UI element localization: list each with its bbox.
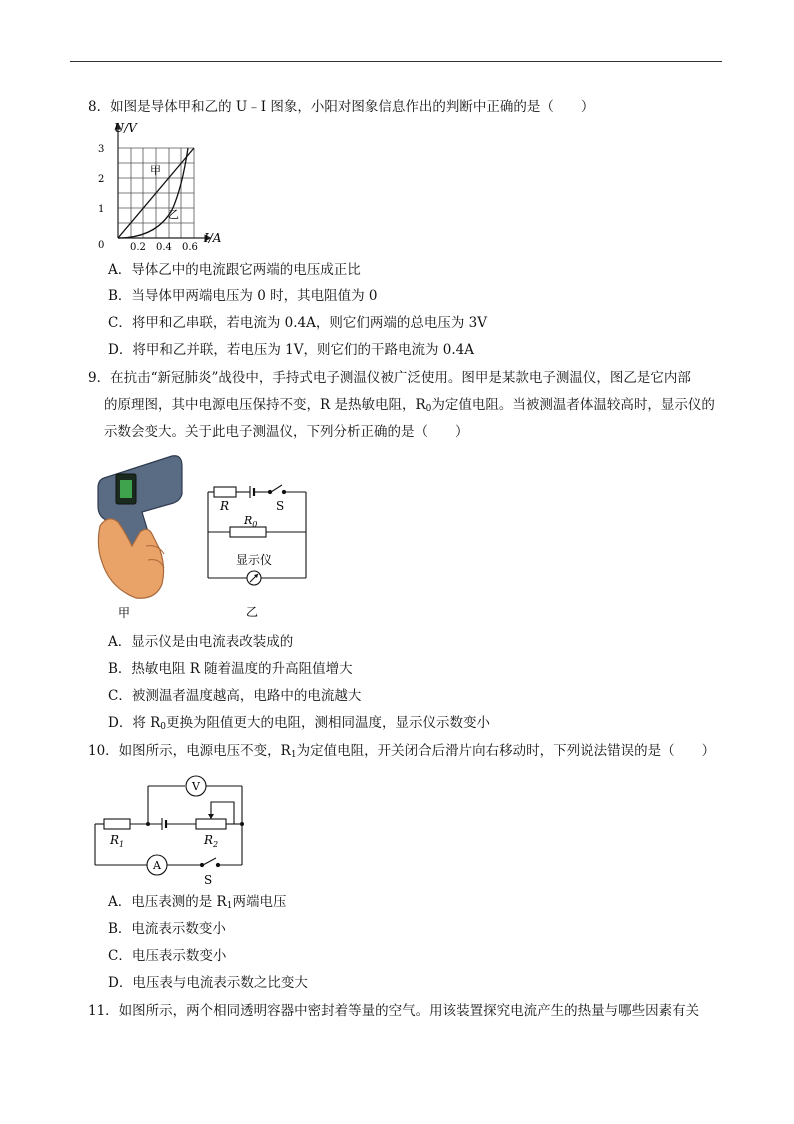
q9-stem-line1: 9．在抗击“新冠肺炎”战役中，手持式电子测温仪被广泛使用。图甲是某款电子测温仪，图乙是它内部 (88, 370, 691, 386)
q9-option-d: D．将 $R_0$更换为阻值更大的电阻，测相同温度，显示仪示数变小 (108, 715, 491, 732)
q10-meter-v-label: V (192, 780, 200, 793)
q8-ytick-3: 3 (98, 144, 105, 155)
q9-stem-line2: 的原理图，其中电源电压保持不变，R 是热敏电阻，$R_0$为定值电阻。当被测温者体温较高时，显示仪的 (104, 397, 715, 414)
q9-label-display: 显示仪 (236, 553, 273, 567)
q8-option-d: D．将甲和乙并联，若电压为 1V，则它们的干路电流为 0.4A (108, 342, 474, 358)
q10-label-r1: $R_1$ (110, 833, 125, 849)
q9-label-r0: $R_0$ (244, 514, 258, 529)
q8-origin: 0 (98, 240, 105, 251)
q10-option-c: C．电压表示数变小 (108, 948, 227, 964)
q8-label-jia: 甲 (150, 164, 161, 177)
q8-ytick-2: 2 (98, 174, 105, 185)
q10-stem: 10．如图所示，电源电压不变，$R_1$为定值电阻，开关闭合后滑片向右移动时，下列说法错误的是（ ） (88, 743, 716, 760)
q9-label-yi: 乙 (246, 605, 259, 619)
q8-label-yi: 乙 (168, 208, 179, 221)
q9-label-jia: 甲 (118, 606, 131, 620)
q8-option-a: A．导体乙中的电流跟它两端的电压成正比 (108, 262, 361, 278)
q8-option-b: B．当导体甲两端电压为 0 时，其电阻值为 0 (108, 288, 378, 304)
q10-option-b: B．电流表示数变小 (108, 921, 226, 937)
q10-option-a: A．电压表测的是 $R_1$两端电压 (108, 894, 287, 911)
q10-label-r2: $R_2$ (204, 833, 219, 849)
q10-label-s: S (204, 873, 213, 887)
q9-resistor-r (214, 487, 236, 497)
q8-xtick-06: 0.6 (182, 242, 198, 253)
q9-option-b: B．热敏电阻 R 随着温度的升高阻值增大 (108, 661, 353, 677)
q9-circuit-diagram (196, 470, 316, 620)
q9-resistor-r0 (230, 527, 266, 537)
q9-label-r: R (220, 499, 230, 513)
q10-circuit-diagram (90, 770, 260, 888)
q10-rheostat-r2 (196, 819, 226, 829)
q10-option-d: D．电压表与电流表示数之比变大 (108, 975, 308, 991)
q9-option-c: C．被测温者温度越高，电路中的电流越大 (108, 688, 362, 704)
q9-stem-line3: 示数会变大。关于此电子测温仪，下列分析正确的是（ ） (104, 424, 469, 440)
q9-option-a: A．显示仪是由电流表改装成的 (108, 634, 294, 650)
q8-xtick-04: 0.4 (156, 242, 172, 253)
q11-stem: 11．如图所示，两个相同透明容器中密封着等量的空气。用该装置探究电流产生的热量与哪些因素有关 (88, 1003, 700, 1019)
q9-thermometer-figure (92, 450, 192, 620)
q9-label-s: S (276, 499, 285, 513)
q8-option-c: C．将甲和乙串联，若电流为 0.4A，则它们两端的总电压为 3V (108, 315, 487, 331)
q8-ytick-1: 1 (98, 204, 105, 215)
q8-y-label: U/V (114, 121, 137, 135)
q8-ui-graph (90, 118, 250, 253)
q8-stem: 8．如图是导体甲和乙的 U﹣I 图象，小阳对图象信息作出的判断中正确的是（ ） (88, 99, 595, 115)
q10-resistor-r1 (104, 819, 130, 829)
q10-switch-s (203, 858, 216, 865)
q9-switch-s (271, 485, 282, 492)
top-rule (70, 61, 722, 62)
q10-meter-a-label: A (153, 859, 161, 872)
q8-xtick-02: 0.2 (130, 242, 146, 253)
q8-x-label: I/A (204, 231, 222, 245)
